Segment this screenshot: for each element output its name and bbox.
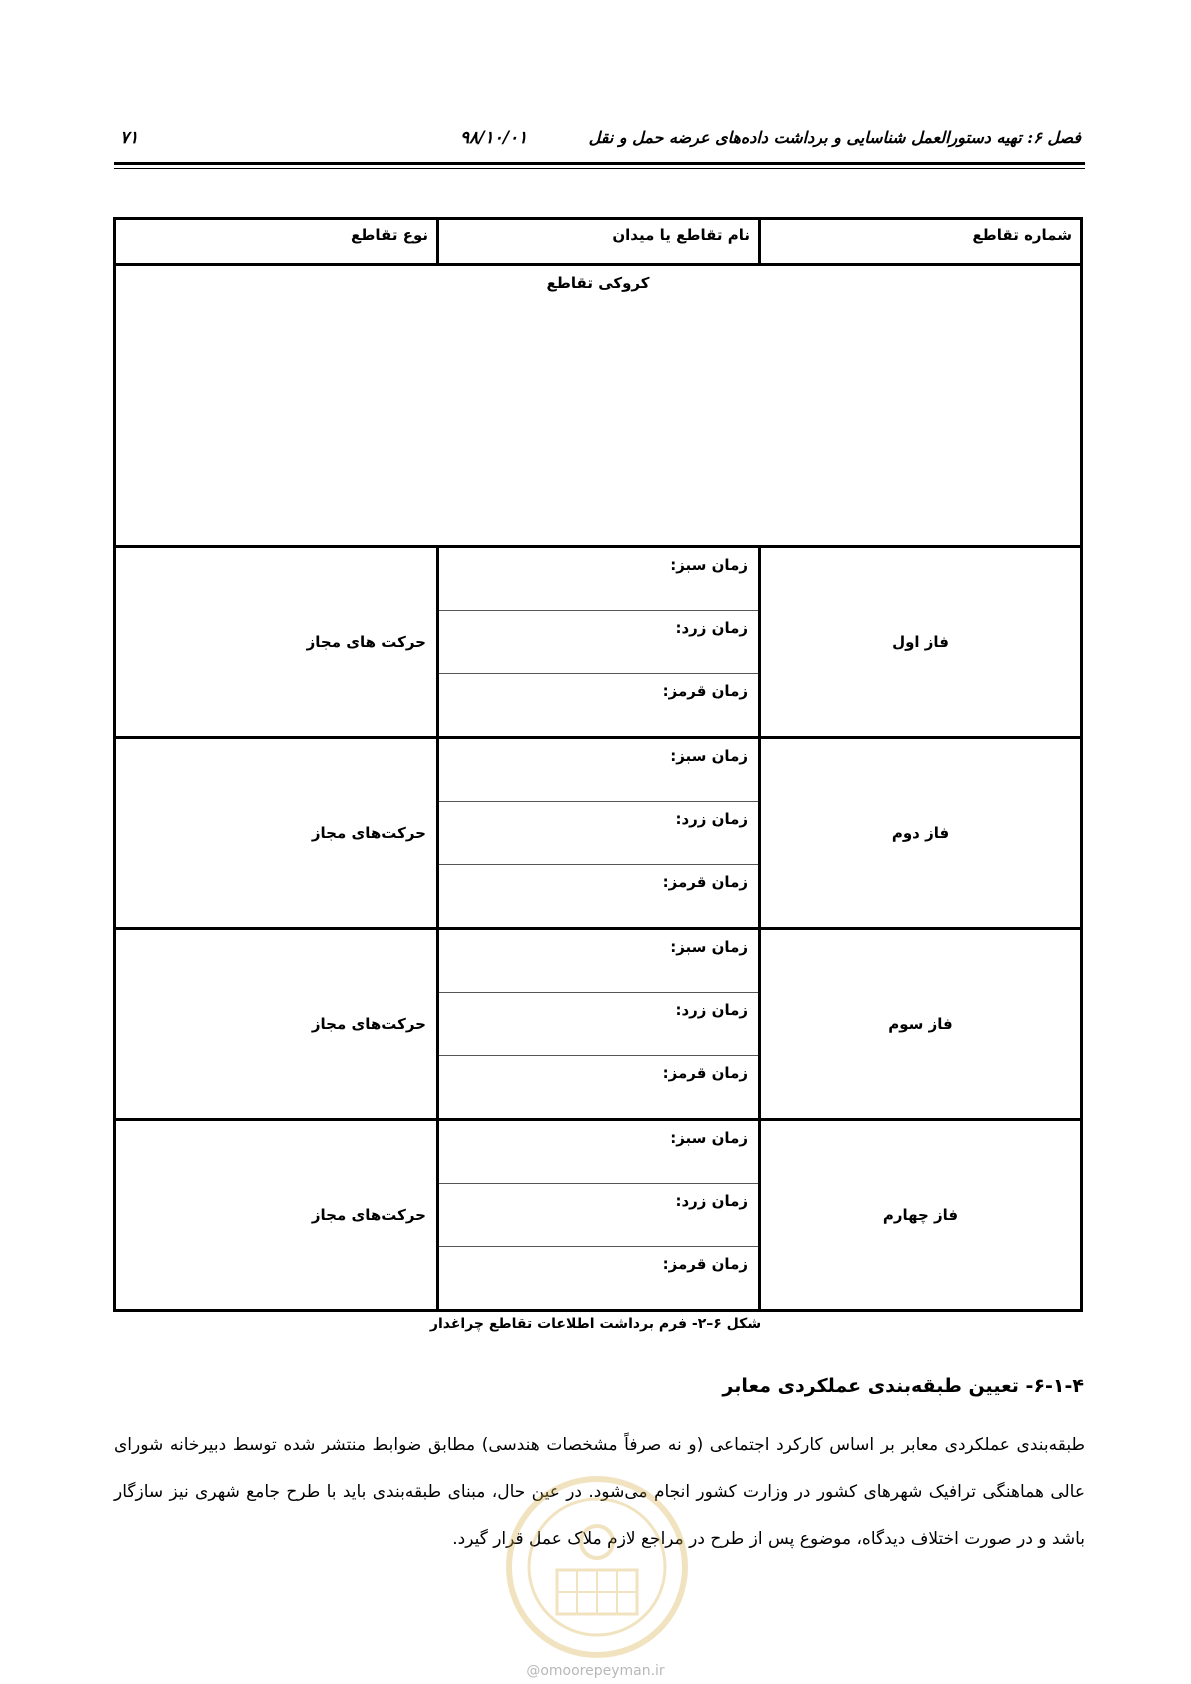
red-time-field[interactable]	[439, 1247, 758, 1309]
phase-row	[115, 547, 1082, 738]
phase-row	[115, 738, 1082, 929]
sketch-label: کروکی تقاطع	[546, 274, 650, 293]
section-heading: ۶-۱-۴- تعیین طبقه‌بندی عملکردی معابر	[722, 1375, 1084, 1397]
yellow-time-field[interactable]	[439, 993, 758, 1056]
phase-name: فاز سوم	[888, 1015, 953, 1034]
phase-timing-cell	[438, 738, 760, 929]
green-time-field[interactable]	[439, 739, 758, 802]
yellow-time-field[interactable]	[439, 1184, 758, 1247]
allowed-movements-label: حرکت‌های مجاز	[311, 824, 426, 843]
allowed-movements-label: حرکت های مجاز	[306, 633, 426, 652]
intersection-number-label: شماره تقاطع	[972, 226, 1072, 244]
red-time-field[interactable]	[439, 674, 758, 736]
chapter-title: فصل ۶: تهیه دستورالعمل شناسایی و برداشت داده‌های عرضه حمل و نقل	[588, 128, 1081, 147]
allowed-movements-label: حرکت‌های مجاز	[311, 1015, 426, 1034]
phase-timing-cell	[438, 547, 760, 738]
allowed-movements-cell[interactable]	[115, 929, 438, 1120]
phase-timing-cell	[438, 1120, 760, 1311]
yellow-time-field[interactable]	[439, 802, 758, 865]
green-time-label: زمان سبز:	[670, 1129, 748, 1148]
yellow-time-label: زمان زرد:	[675, 619, 748, 638]
intersection-type-label: نوع تقاطع	[351, 226, 428, 244]
red-time-field[interactable]	[439, 1056, 758, 1118]
red-time-label: زمان قرمز:	[662, 873, 748, 892]
allowed-movements-cell[interactable]	[115, 738, 438, 929]
page-number: ۷۱	[120, 128, 139, 148]
red-time-field[interactable]	[439, 865, 758, 927]
page-header	[114, 128, 1085, 168]
header-rule-thin	[114, 168, 1085, 169]
body-paragraph: طبقه‌بندی عملکردی معابر بر اساس کارکرد اجتماعی (و نه صرفاً مشخصات هندسی) مطابق ضوابط منتشر شده توسط دبیرخانه شورای عالی هماهنگی ترافیک شهرهای کشور در وزارت کشور انجام می‌شود. در عین حال، مبنای طبقه‌بندی باید با طرح جامع شهری نیز سازگار باشد و در صورت اختلاف دیدگاه، موضوع پس از طرح در مراجع لازم ملاک عمل قرار گیرد.	[114, 1435, 1085, 1549]
yellow-time-label: زمان زرد:	[675, 1001, 748, 1020]
allowed-movements-label: حرکت‌های مجاز	[311, 1206, 426, 1225]
intersection-number-cell[interactable]	[760, 219, 1082, 265]
intersection-type-cell[interactable]	[115, 219, 438, 265]
header-date: ۹۸/۱۰/۰۱	[460, 128, 528, 148]
green-time-field[interactable]	[439, 548, 758, 611]
green-time-field[interactable]	[439, 1121, 758, 1184]
phase-name-cell	[760, 1120, 1082, 1311]
green-time-field[interactable]	[439, 930, 758, 993]
phase-name-cell	[760, 547, 1082, 738]
allowed-movements-cell[interactable]	[115, 1120, 438, 1311]
phase-name: فاز چهارم	[882, 1206, 959, 1225]
phase-name-cell	[760, 738, 1082, 929]
signalized-intersection-form	[113, 217, 1083, 1312]
yellow-time-field[interactable]	[439, 611, 758, 674]
phase-row	[115, 929, 1082, 1120]
header-rule-thick	[114, 162, 1085, 165]
yellow-time-label: زمان زرد:	[675, 1192, 748, 1211]
allowed-movements-cell[interactable]	[115, 547, 438, 738]
watermark-seal-icon	[502, 1472, 692, 1662]
phase-name: فاز اول	[892, 633, 949, 652]
intersection-name-cell[interactable]	[438, 219, 760, 265]
watermark-url: @omoorepeyman.ir	[526, 1663, 665, 1679]
intersection-sketch-area[interactable]	[115, 265, 1082, 547]
red-time-label: زمان قرمز:	[662, 1255, 748, 1273]
intersection-name-label: نام تقاطع یا میدان	[612, 226, 750, 244]
phase-name-cell	[760, 929, 1082, 1120]
phase-row	[115, 1120, 1082, 1311]
form-header-row	[115, 219, 1082, 265]
green-time-label: زمان سبز:	[670, 938, 748, 957]
red-time-label: زمان قرمز:	[662, 1064, 748, 1083]
figure-caption: شکل ۶–۲- فرم برداشت اطلاعات تقاطع چراغدار	[429, 1316, 762, 1332]
phase-name: فاز دوم	[891, 824, 950, 843]
red-time-label: زمان قرمز:	[662, 682, 748, 701]
phase-timing-cell	[438, 929, 760, 1120]
yellow-time-label: زمان زرد:	[675, 810, 748, 829]
green-time-label: زمان سبز:	[670, 556, 748, 575]
green-time-label: زمان سبز:	[670, 747, 748, 766]
